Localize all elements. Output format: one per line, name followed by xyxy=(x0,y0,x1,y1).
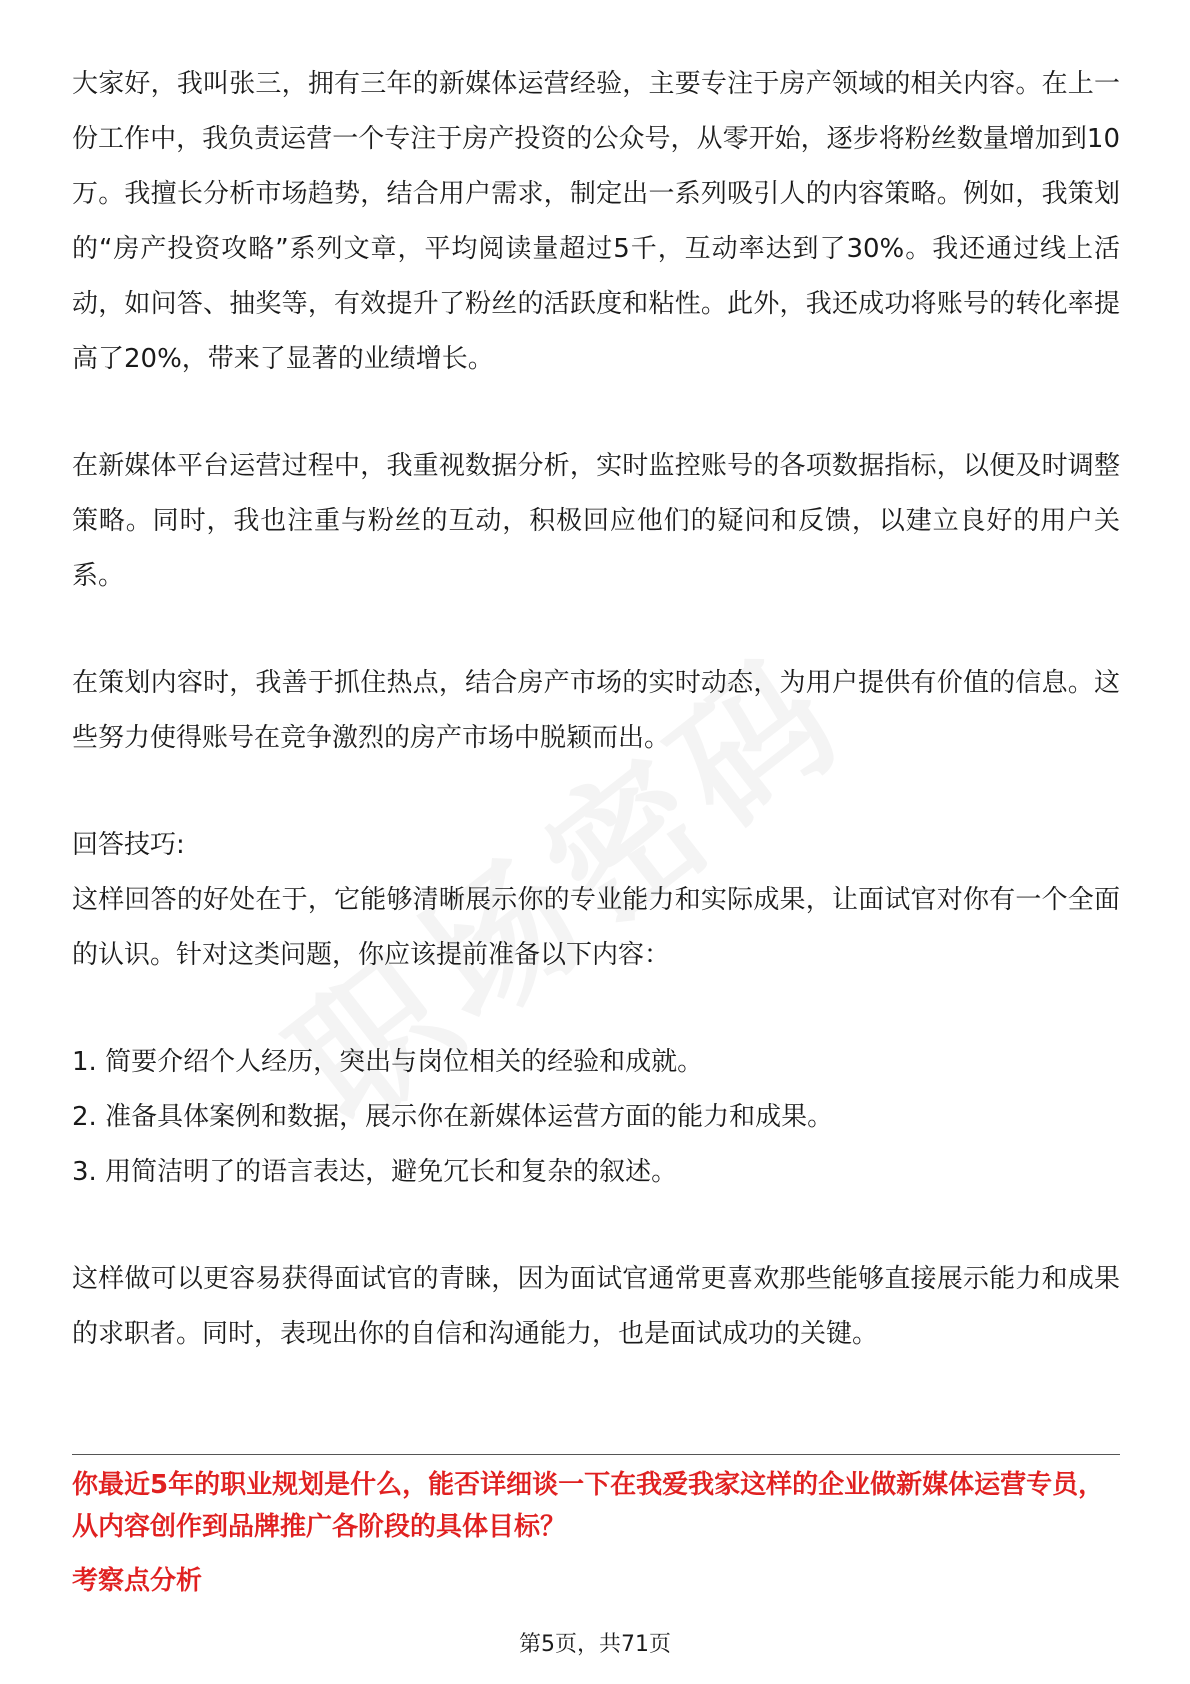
paragraph-spacer xyxy=(72,766,1120,818)
analysis-heading: 考察点分析 xyxy=(72,1566,203,1596)
tips-conclusion: 这样做可以更容易获得面试官的青睐，因为面试官通常更喜欢那些能够直接展示能力和成果的求职者。同时，表现出你的自信和沟通能力，也是面试成功的关键。 xyxy=(72,1264,1120,1349)
paragraph-spacer xyxy=(72,983,1120,1035)
tips-list-item-3: 3. 用简洁明了的语言表达，避免冗长和复杂的叙述。 xyxy=(72,1157,678,1187)
tips-list-item-2: 2. 准备具体案例和数据，展示你在新媒体运营方面的能力和成果。 xyxy=(72,1102,834,1132)
paragraph-spacer xyxy=(72,604,1120,656)
section-divider xyxy=(72,1454,1120,1455)
intro-paragraph-1: 大家好，我叫张三，拥有三年的新媒体运营经验，主要专注于房产领域的相关内容。在上一份工作中，我负责运营一个专注于房产投资的公众号，从零开始，逐步将粉丝数量增加到10万。我擅长分析市场趋势，结合用户需求，制定出一系列吸引人的内容策略。例如，我策划的“房产投资攻略”系列文章，平均阅读量超过5千，互动率达到了30%。我还通过线上活动，如问答、抽奖等，有效提升了粉丝的活跃度和粘性。此外，我还成功将账号的转化率提高了20%，带来了显著的业绩增长。 xyxy=(72,69,1120,374)
tips-list-item-1: 1. 简要介绍个人经历，突出与岗位相关的经验和成就。 xyxy=(72,1047,704,1077)
next-question: 你最近5年的职业规划是什么，能否详细谈一下在我爱我家这样的企业做新媒体运营专员，从内容创作到品牌推广各阶段的具体目标？ xyxy=(72,1470,1105,1542)
paragraph-spacer xyxy=(72,1200,1120,1252)
page-number: 第5页，共71页 xyxy=(519,1632,671,1657)
document-body xyxy=(72,57,1120,1362)
intro-paragraph-2: 在新媒体平台运营过程中，我重视数据分析，实时监控账号的各项数据指标，以便及时调整策略。同时，我也注重与粉丝的互动，积极回应他们的疑问和反馈，以建立良好的用户关系。 xyxy=(72,451,1120,591)
paragraph-spacer xyxy=(72,387,1120,439)
intro-paragraph-3: 在策划内容时，我善于抓住热点，结合房产市场的实时动态，为用户提供有价值的信息。这些努力使得账号在竞争激烈的房产市场中脱颖而出。 xyxy=(72,668,1120,753)
tips-intro: 这样回答的好处在于，它能够清晰展示你的专业能力和实际成果，让面试官对你有一个全面的认识。针对这类问题，你应该提前准备以下内容： xyxy=(72,885,1120,970)
tips-heading: 回答技巧: xyxy=(72,830,185,860)
